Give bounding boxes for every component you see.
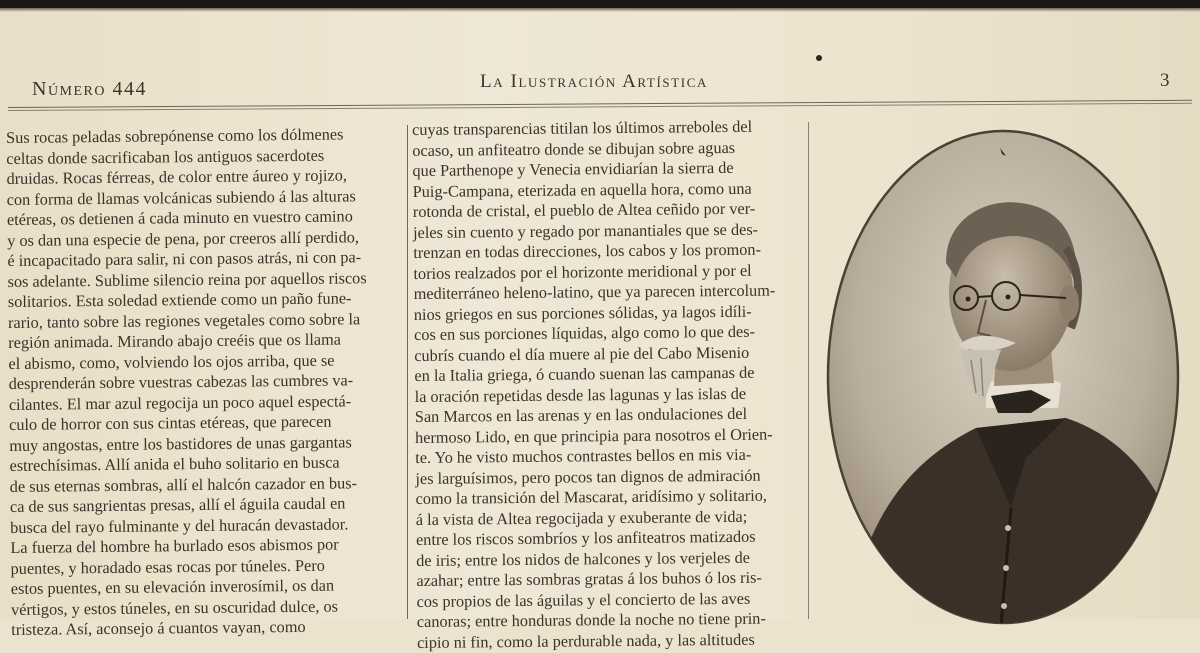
page-header xyxy=(0,68,1200,100)
text-column-middle xyxy=(412,116,811,653)
text-line: Puig-Campana, eterizada en aquella hora, como una xyxy=(412,178,752,201)
text-line: y os dan una especie de pena, por creeros allí perdido, xyxy=(7,226,359,250)
text-line: cos propios de las águilas y el concierto de las aves xyxy=(416,588,751,611)
text-line: rario, tanto sobre las regiones vegetales como sobre la xyxy=(7,308,361,332)
portrait-engraving xyxy=(826,128,1180,626)
text-line: nios griegos en sus porciones sólidas, ya lagos idíli- xyxy=(413,301,752,324)
text-line: de iris; entre los nidos de halcones y los verjeles de xyxy=(416,547,750,570)
text-line: región animada. Mirando abajo creéis que os llama xyxy=(8,329,342,352)
text-line: desprenderán sobre vuestras cabezas las cumbres va- xyxy=(8,370,354,393)
text-line: cuyas transparencias titilan los últimos arreboles del xyxy=(412,116,753,139)
text-line: la oración repetidas desde las lagunas y las islas de xyxy=(414,383,747,406)
masthead-title: La Ilustración Artística xyxy=(480,71,708,92)
text-line: jeles sin cuento y regado por manantiales que se des- xyxy=(412,219,759,242)
text-line: puentes, y horadado esas rocas por túneles. Pero xyxy=(10,555,325,578)
text-line: como la transición del Mascarat, aridísimo y solitario, xyxy=(415,485,768,508)
text-line: estos puentes, en su elevación inverosímil, os dan xyxy=(10,575,335,598)
text-line: La fuerza del hombre ha burlado esos abismos por xyxy=(10,534,339,557)
text-line: é incapacitado para salir, ni con pasos atrás, ni con pa- xyxy=(7,247,362,270)
text-line: tristeza. Así, aconsejo á cuantos vayan, como xyxy=(11,616,306,639)
text-line: que Parthenope y Venecia envidiarían la sierra de xyxy=(412,157,734,180)
text-line: canoras; entre honduras donde la noche no tiene prin- xyxy=(416,608,766,631)
text-line: etéreas, os detienen á cada minuto en vuestro camino xyxy=(6,206,353,229)
scan-edge xyxy=(0,0,1200,8)
text-line: entre los riscos sombríos y los anfiteatros matizados xyxy=(415,526,756,549)
text-line: druidas. Rocas férreas, de color entre áureo y rojizo, xyxy=(6,165,348,188)
text-line: solitarios. Esta soledad extiende como un paño fune- xyxy=(7,288,352,311)
text-line: cipio ni fin, como la perdurable nada, y las altitudes xyxy=(416,629,755,652)
text-line: culo de horror con sus cintas etéreas, que parecen xyxy=(9,411,332,434)
text-line: de sus eternas sombras, allí el halcón cazador en bus- xyxy=(9,472,358,496)
text-line: trenzan en todas direcciones, los cabos y los promon- xyxy=(413,239,762,262)
page-number: 3 xyxy=(1160,70,1170,91)
text-line: te. Yo he visto muchos contrastes bellos en mis via- xyxy=(415,444,752,467)
text-line: vértigos, y estos túneles, en su oscuridad dulce, os xyxy=(10,596,339,619)
text-line: con forma de llamas volcánicas subiendo á las alturas xyxy=(6,185,356,209)
column-divider xyxy=(407,125,408,619)
portrait-illustration xyxy=(826,128,1180,626)
text-line: San Marcos en las arenas y en las ondulaciones del xyxy=(414,403,748,426)
text-line: celtas donde sacrificaban los antiguos sacerdotes xyxy=(6,145,325,168)
text-line: ocaso, un anfiteatro donde se dibujan sobre aguas xyxy=(412,137,736,160)
text-line: cubrís cuando el día muere al pie del Cabo Misenio xyxy=(414,342,750,365)
text-line: mediterráneo heleno-latino, que ya parecen intercolum- xyxy=(413,280,776,303)
ink-speck xyxy=(816,55,822,61)
text-line: á la vista de Altea regocijada y exuberante de vida; xyxy=(415,506,748,529)
text-line: Sus rocas peladas sobrepónense como los dólmenes xyxy=(6,124,344,147)
text-line: muy angostas, entre los bastidores de unas gargantas xyxy=(9,431,352,455)
text-line: cilantes. El mar azul regocija un poco aquel espectá- xyxy=(8,390,352,414)
column-divider-right xyxy=(808,122,809,619)
text-line: sos adelante. Sublime silencio reina por aquellos riscos xyxy=(7,267,367,291)
text-line: azahar; entre las sombras gratas á los buhos ó los ris- xyxy=(416,567,762,590)
text-line: torios realzados por el horizonte meridional y por el xyxy=(413,260,752,283)
text-line: el abismo, como, volviendo los ojos arriba, que se xyxy=(8,350,335,373)
issue-number: Número 444 xyxy=(32,78,148,100)
text-line: en la Italia griega, ó cuando suenan las campanas de xyxy=(414,362,755,385)
text-line: ca de sus sangrientas presas, allí el águila caudal en xyxy=(9,493,346,516)
text-column-left xyxy=(6,124,407,641)
text-line: hermoso Lido, en que principia para nosotros el Orien- xyxy=(414,424,773,447)
text-line: cos en sus porciones líquidas, algo como lo que des- xyxy=(413,321,756,344)
text-line: estrechísimas. Allí anida el buho solitario en busca xyxy=(9,452,340,475)
text-line: jes larguísimos, pero pocos tan dignos de admiración xyxy=(415,465,761,488)
text-line: busca del rayo fulminante y del huracán devastador. xyxy=(10,513,349,537)
text-line: rotonda de cristal, el pueblo de Altea ceñido por ver- xyxy=(412,198,756,221)
